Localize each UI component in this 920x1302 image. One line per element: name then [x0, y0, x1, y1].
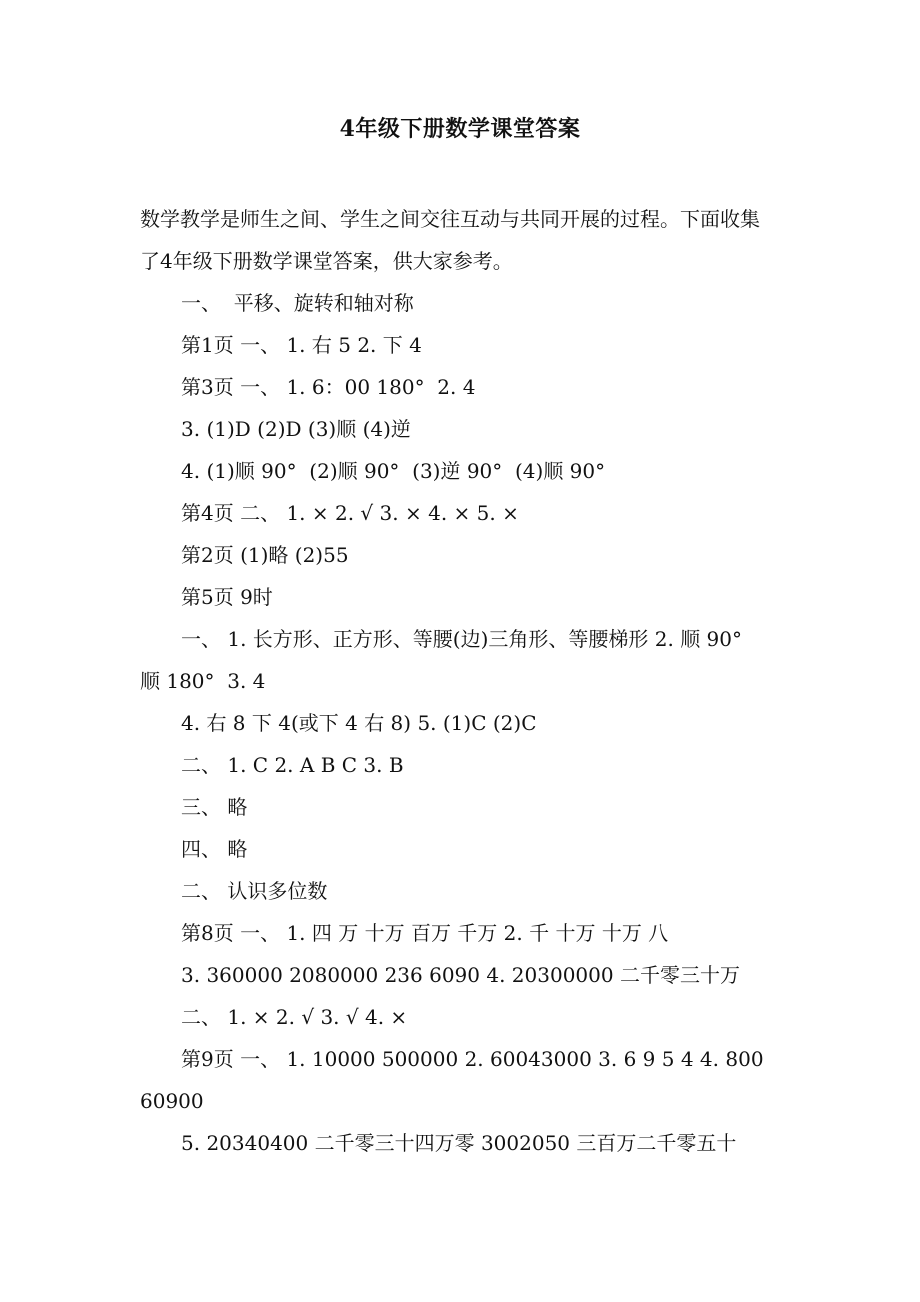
answer-line: 三、 略 [181, 795, 248, 819]
answer-line: 第5页 9时 [181, 585, 273, 609]
answer-line: 第2页 (1)略 (2)55 [181, 543, 349, 567]
answer-line: 二、 1. × 2. √ 3. √ 4. × [181, 1005, 408, 1029]
answer-line: 5. 20340400 二千零三十四万零 3002050 三百万二千零五十 [181, 1131, 737, 1155]
answer-line: 四、 略 [181, 837, 248, 861]
document-body [140, 198, 772, 1164]
intro-paragraph: 数学教学是师生之间、学生之间交往互动与共同开展的过程。下面收集了4年级下册数学课堂答案，供大家参考。 [140, 207, 760, 273]
answer-line: 一、 1. 长方形、正方形、等腰(边)三角形、等腰梯形 2. 顺 90° 顺 180° 3. 4 [140, 627, 755, 693]
answer-line: 第1页 一、 1. 右 5 2. 下 4 [181, 333, 422, 357]
section-heading-2: 二、 认识多位数 [181, 879, 328, 903]
document-title: 4年级下册数学课堂答案 [339, 116, 581, 142]
answer-line: 第3页 一、 1. 6：00 180° 2. 4 [181, 375, 476, 399]
answer-line: 第4页 二、 1. × 2. √ 3. × 4. × 5. × [181, 501, 519, 525]
answer-line: 3. (1)D (2)D (3)顺 (4)逆 [181, 417, 411, 441]
answer-line: 4. (1)顺 90° (2)顺 90° (3)逆 90° (4)顺 90° [181, 459, 606, 483]
answer-line: 二、 1. C 2. A B C 3. B [181, 753, 404, 777]
answer-line: 第9页 一、 1. 10000 500000 2. 60043000 3. 6 9 5 4 4. 80060900 [140, 1047, 764, 1113]
section-heading-1: 一、 平移、旋转和轴对称 [181, 291, 414, 315]
answer-line: 3. 360000 2080000 236 6090 4. 20300000 二千零三十万 [181, 963, 740, 987]
answer-line: 第8页 一、 1. 四 万 十万 百万 千万 2. 千 十万 十万 八 [181, 921, 669, 945]
answer-line: 4. 右 8 下 4(或下 4 右 8) 5. (1)C (2)C [181, 711, 537, 735]
